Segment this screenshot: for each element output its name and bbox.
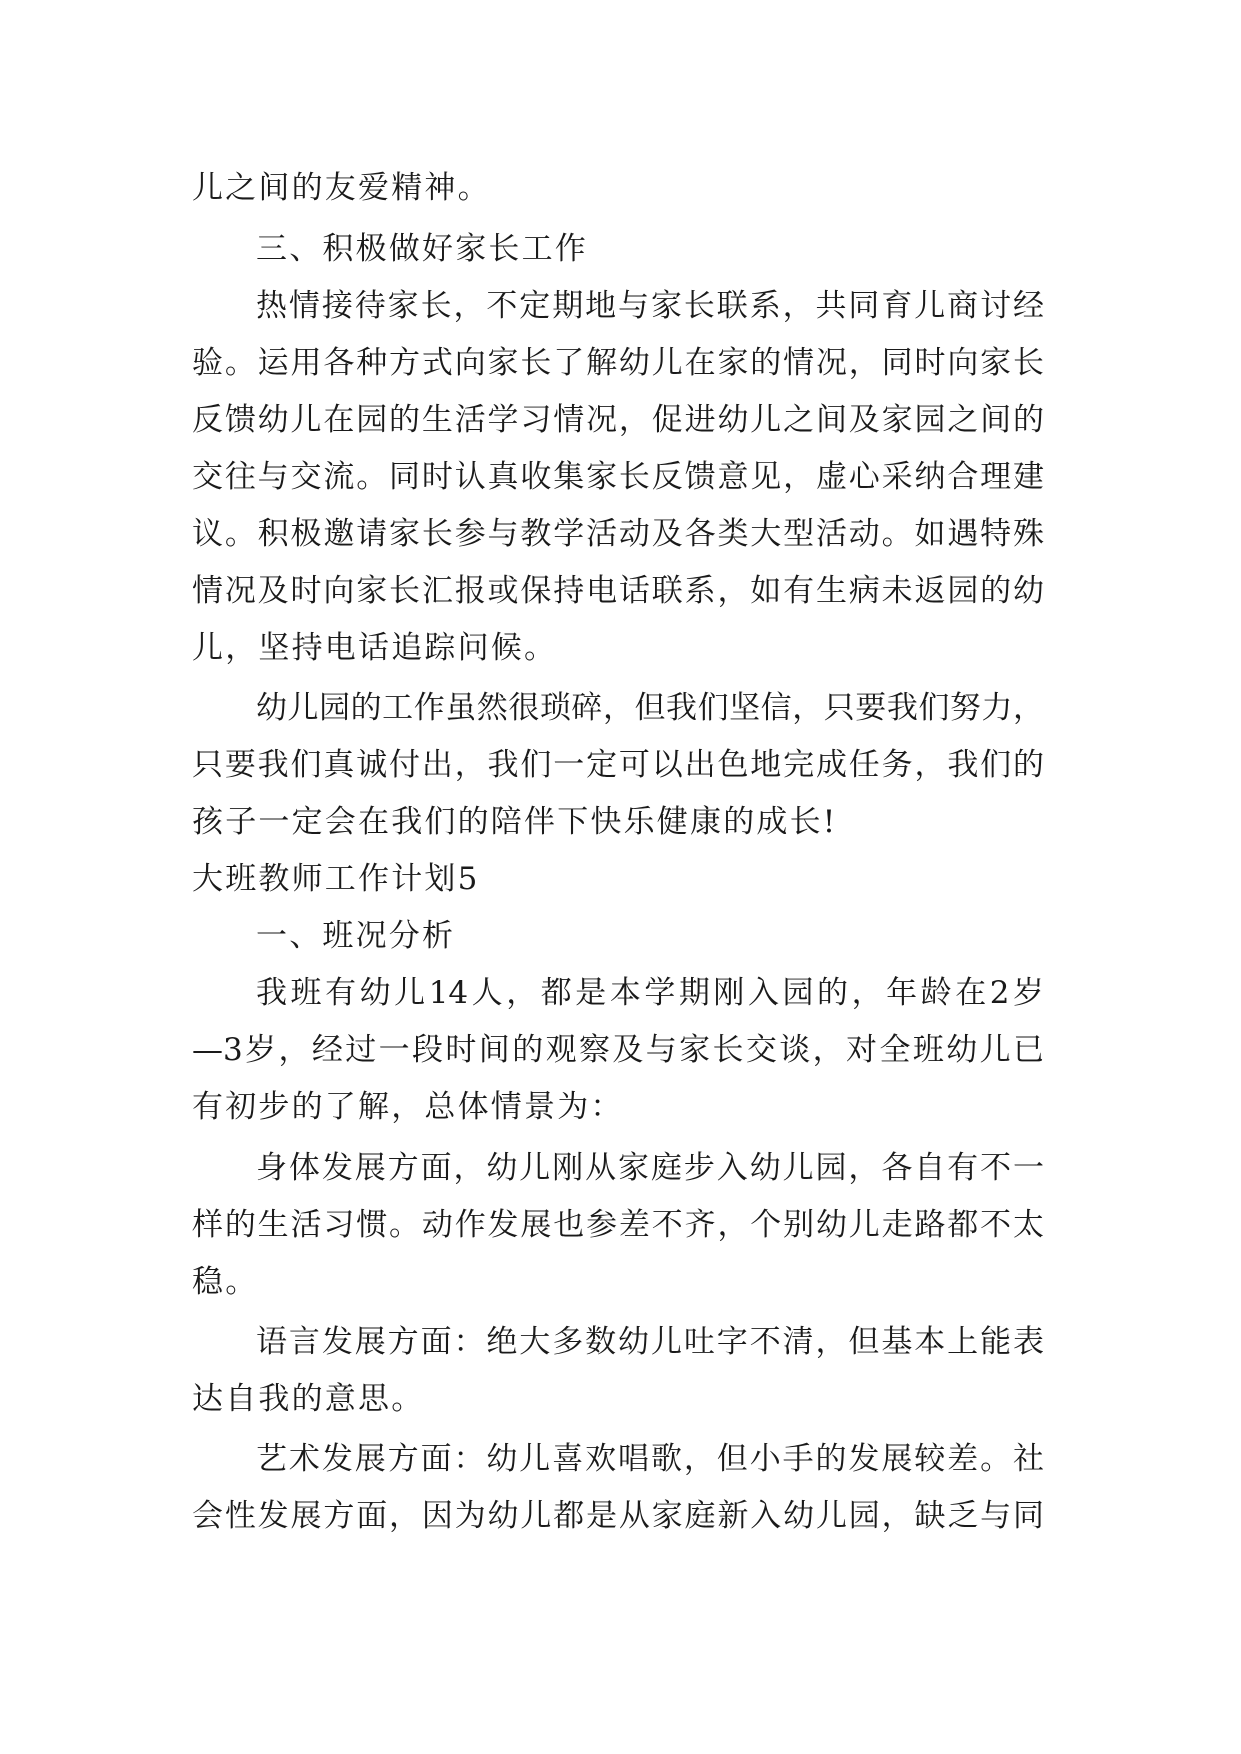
text-line: —3岁，经过一段时间的观察及与家长交谈，对全班幼儿已 xyxy=(192,1032,1044,1068)
section-heading: 一、班况分析 xyxy=(256,918,456,954)
text-line: 身体发展方面，幼儿刚从家庭步入幼儿园，各自有不一 xyxy=(256,1150,1044,1186)
text-line: 达自我的意思。 xyxy=(192,1381,425,1417)
section-heading: 三、积极做好家长工作 xyxy=(256,231,588,267)
text-line: 验。运用各种方式向家长了解幼儿在家的情况，同时向家长 xyxy=(192,345,1044,381)
section-title: 大班教师工作计划5 xyxy=(192,861,480,897)
text-line: 反馈幼儿在园的生活学习情况，促进幼儿之间及家园之间的 xyxy=(192,402,1044,438)
text-line: 交往与交流。同时认真收集家长反馈意见，虚心采纳合理建 xyxy=(192,459,1044,495)
text-line: 我班有幼儿14人，都是本学期刚入园的，年龄在2岁 xyxy=(256,975,1044,1011)
text-line: 有初步的了解，总体情景为： xyxy=(192,1089,624,1125)
text-line: 孩子一定会在我们的陪伴下快乐健康的成长! xyxy=(192,804,838,840)
text-line: 热情接待家长，不定期地与家长联系，共同育儿商讨经 xyxy=(256,288,1044,324)
text-line: 语言发展方面：绝大多数幼儿吐字不清，但基本上能表 xyxy=(256,1324,1044,1360)
text-line: 艺术发展方面：幼儿喜欢唱歌，但小手的发展较差。社 xyxy=(256,1441,1044,1477)
text-line: 议。积极邀请家长参与教学活动及各类大型活动。如遇特殊 xyxy=(192,516,1044,552)
text-line: 样的生活习惯。动作发展也参差不齐，个别幼儿走路都不太 xyxy=(192,1207,1044,1243)
text-line: 只要我们真诚付出，我们一定可以出色地完成任务，我们的 xyxy=(192,747,1044,783)
text-line: 幼儿园的工作虽然很琐碎，但我们坚信，只要我们努力， xyxy=(256,690,1044,726)
text-line: 儿之间的友爱精神。 xyxy=(192,170,491,206)
text-line: 情况及时向家长汇报或保持电话联系，如有生病未返园的幼 xyxy=(192,573,1044,609)
text-line: 稳。 xyxy=(192,1264,259,1300)
text-line: 儿，坚持电话追踪问候。 xyxy=(192,630,558,666)
text-line: 会性发展方面，因为幼儿都是从家庭新入幼儿园，缺乏与同 xyxy=(192,1498,1044,1534)
